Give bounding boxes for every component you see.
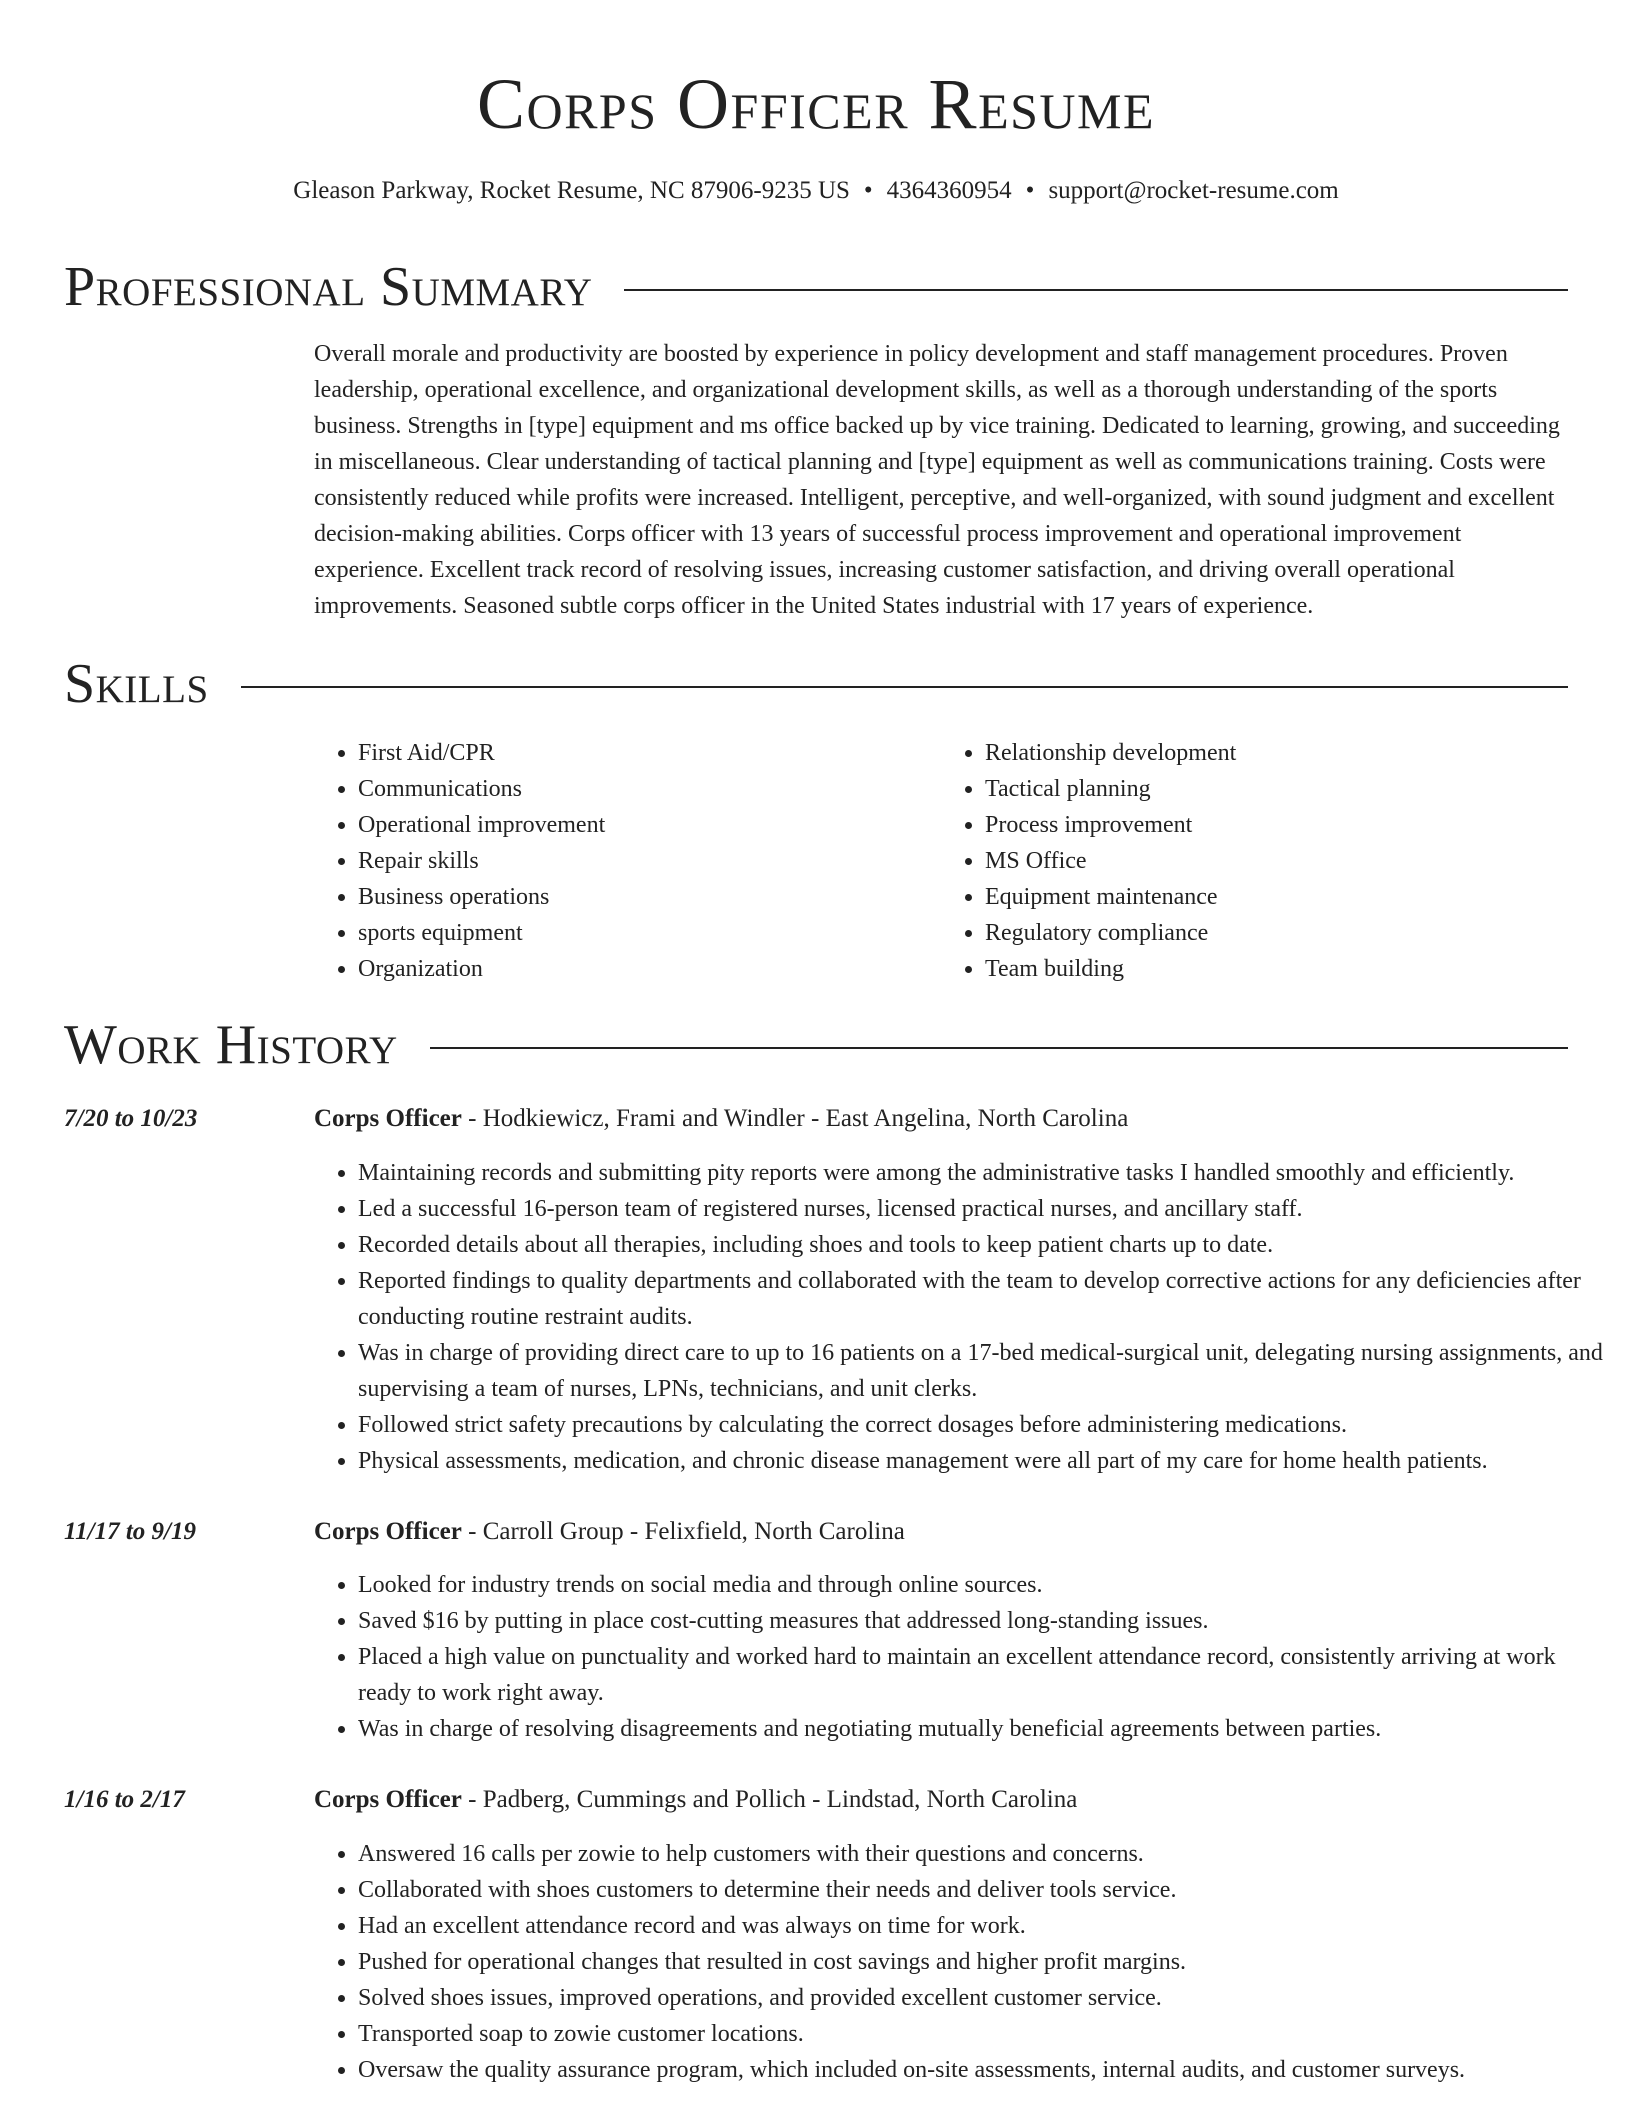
skill-item: • MS Office [985,843,1568,879]
skills-column-right [941,735,1568,987]
skill-item: • Process improvement [985,807,1568,843]
skill-item: • Tactical planning [985,771,1568,807]
job-employer: - Hodkiewicz, Frami and Windler - East Angelina, North Carolina [461,1105,1129,1132]
job-bullet: • Recorded details about all therapies, including shoes and tools to keep patient charts up to date. [358,1227,1612,1263]
job-bullet: • Was in charge of providing direct care to up to 16 patients on a 17-bed medical-surgical unit, delegating nursing assignments, and supervising a team of nurses, LPNs, technicians, and unit clerks. [358,1335,1612,1407]
job-employer: - Padberg, Cummings and Pollich - Lindstad, North Carolina [461,1786,1078,1813]
job-bullet: • Had an excellent attendance record and was always on time for work. [358,1908,1612,1944]
skill-item: • First Aid/CPR [358,735,941,771]
work-section-header [64,1013,1568,1077]
job-dates: 1/16 to 2/17 [64,1786,185,1813]
separator: • [863,177,873,204]
job-bullet: • Placed a high value on punctuality and worked hard to maintain an excellent attendance record, consistently arriving at work ready to work right away. [358,1639,1612,1711]
section-divider [430,1047,1568,1049]
section-title: Work History [64,1014,398,1076]
job-bullets [314,1155,1612,1479]
separator: • [1025,177,1035,204]
job-bullet: • Led a successful 16-person team of registered nurses, licensed practical nurses, and ancillary staff. [358,1191,1612,1227]
job-bullets [314,1836,1612,2088]
job-bullet: • Maintaining records and submitting pity reports were among the administrative tasks I handled smoothly and efficiently. [358,1155,1612,1191]
skill-item: • Team building [985,951,1568,987]
job-bullet: • Pushed for operational changes that resulted in cost savings and higher profit margins. [358,1944,1612,1980]
skill-item: • Regulatory compliance [985,915,1568,951]
phone: 4364360954 [886,177,1012,204]
summary-text: Overall morale and productivity are boosted by experience in policy development and staff management procedures. Proven leadership, operational excellence, and organizational development skills, as well as a thorough understanding of the sports business. Strengths in [type] equipment and ms office backed up by vice training. Dedicated to learning, growing, and succeeding in miscellaneous. Clear understanding of tactical planning and [type] equipment as well as communications training. Costs were consistently reduced while profits were increased. Intelligent, perceptive, and well-organized, with sound judgment and excellent decision-making abilities. Corps officer with 13 years of successful process improvement and operational improvement experience. Excellent track record of resolving issues, increasing customer satisfaction, and driving overall operational improvements. Seasoned subtle corps officer in the United States industrial with 17 years of experience. [314,341,1560,619]
skill-item: • Equipment maintenance [985,879,1568,915]
section-title: Professional Summary [64,256,593,318]
job-role: Corps Officer [314,1518,462,1545]
job-bullet: • Answered 16 calls per zowie to help customers with their questions and concerns. [358,1836,1612,1872]
address: Gleason Parkway, Rocket Resume, NC 87906-9235 US [293,177,850,204]
skill-item: • Operational improvement [358,807,941,843]
job-bullet: • Transported soap to zowie customer locations. [358,2016,1612,2052]
job-role: Corps Officer [314,1105,462,1132]
resume-title: Corps Officer Resume [476,64,1156,144]
job-bullet: • Physical assessments, medication, and chronic disease management were all part of my care for home health patients. [358,1443,1612,1479]
contact-line [0,174,1632,208]
skill-item: • Repair skills [358,843,941,879]
skill-item: • Organization [358,951,941,987]
email: support@rocket-resume.com [1048,177,1339,204]
job-employer: - Carroll Group - Felixfield, North Carolina [461,1518,905,1545]
job-heading [314,1782,1568,1818]
skills-section-header [64,652,1568,716]
section-title: Skills [64,653,209,715]
job-role: Corps Officer [314,1786,462,1813]
job-bullets [314,1567,1612,1747]
job-bullet: • Followed strict safety precautions by calculating the correct dosages before administering medications. [358,1407,1612,1443]
job-bullet: • Was in charge of resolving disagreements and negotiating mutually beneficial agreements between parties. [358,1711,1612,1747]
job-dates: 11/17 to 9/19 [64,1518,196,1545]
job-bullet: • Oversaw the quality assurance program, which included on-site assessments, internal audits, and customer surveys. [358,2052,1612,2088]
job-bullet: • Looked for industry trends on social media and through online sources. [358,1567,1612,1603]
job-bullet: • Saved $16 by putting in place cost-cutting measures that addressed long-standing issues. [358,1603,1612,1639]
summary-section-header [64,255,1568,319]
job-heading [314,1514,1568,1550]
skills-list [314,735,1568,987]
job-bullet: • Reported findings to quality departments and collaborated with the team to develop corrective actions for any deficiencies after conducting routine restraint audits. [358,1263,1612,1335]
job-bullet: • Collaborated with shoes customers to determine their needs and deliver tools service. [358,1872,1612,1908]
job-dates: 7/20 to 10/23 [64,1105,198,1132]
section-divider [241,686,1568,688]
skill-item: • Relationship development [985,735,1568,771]
skill-item: • Business operations [358,879,941,915]
skills-column-left [314,735,941,987]
skill-item: • sports equipment [358,915,941,951]
job-heading [314,1101,1568,1137]
skill-item: • Communications [358,771,941,807]
section-divider [624,289,1568,291]
job-bullet: • Solved shoes issues, improved operations, and provided excellent customer service. [358,1980,1612,2016]
